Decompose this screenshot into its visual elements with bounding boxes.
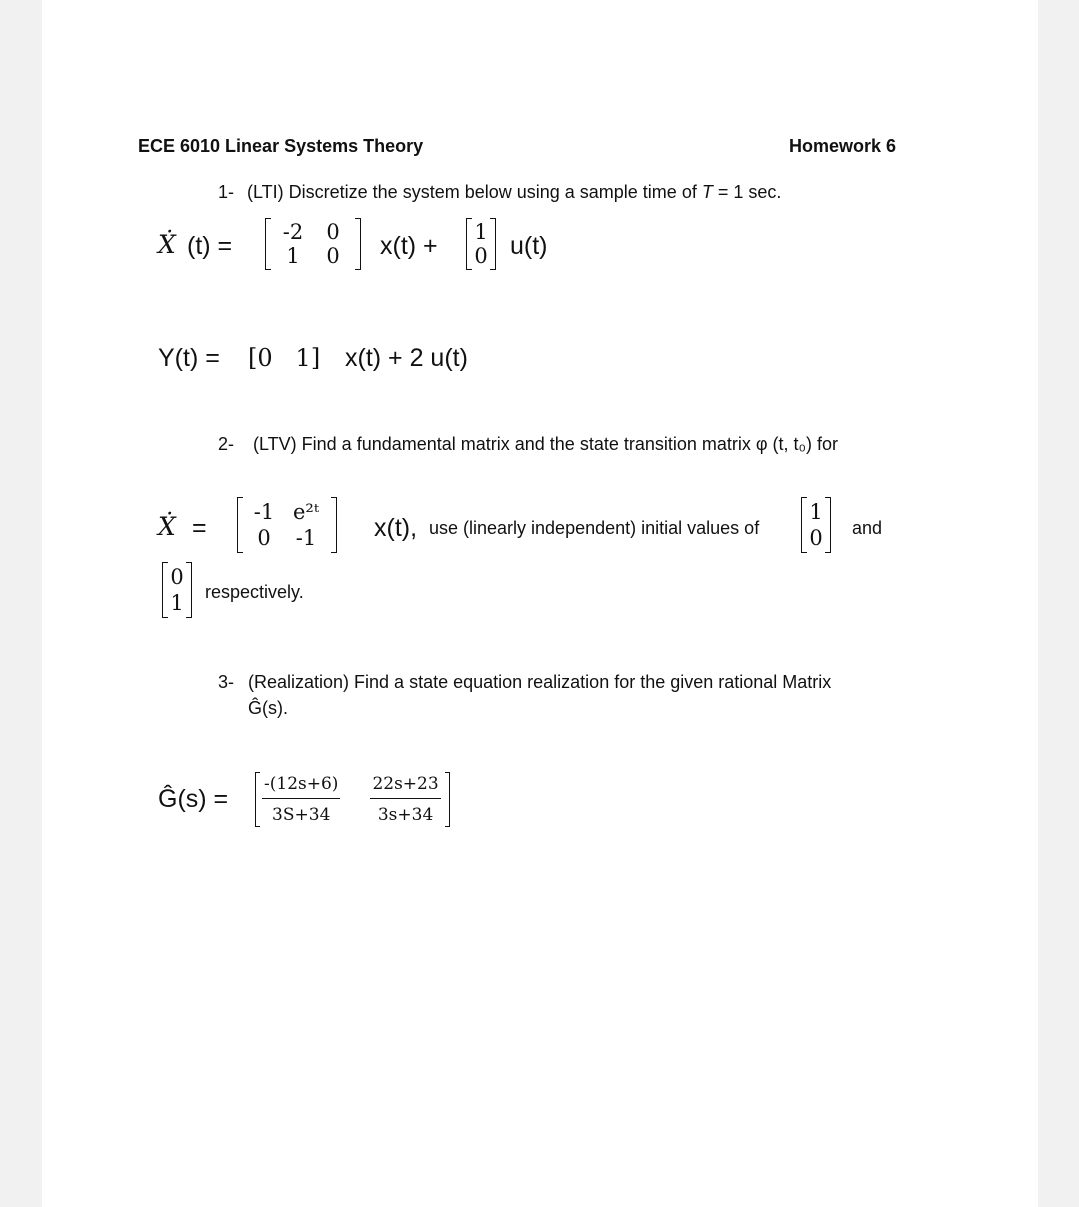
q1-matrix-a [265,218,361,270]
q1-xdot: Ẋ [158,230,176,259]
q1-a21: 1 [286,244,300,268]
q2-equals: = [192,514,207,542]
q2-matrix-a [237,497,337,553]
q1-y-lhs: Y(t) = [158,344,220,372]
q1-t-arg: (t) = [187,232,233,260]
q1-x-term: x(t) + [380,232,438,260]
q1-a11: -2 [282,220,304,244]
q3-g11-denominator: 3S+34 [272,805,331,825]
q2-prompt: (LTV) Find a fundamental matrix and the state transition matrix φ (t, t₀) for [253,434,839,454]
q1-b2: 0 [474,244,488,268]
q3-prompt-line1: (Realization) Find a state equation realization for the given rational Matrix [248,672,832,692]
q2-xdot: Ẋ [158,512,176,541]
q3-g11 [262,774,340,825]
q2-v2-1: 0 [170,565,184,589]
q2-v2-2: 1 [170,591,184,615]
q2-use-text: use (linearly independent) initial values of [429,518,760,538]
q1-matrix-b [466,218,496,270]
q2-initial-vector-1 [801,497,831,553]
q2-a11: -1 [253,500,275,524]
q1-prompt-tail: = 1 sec. [712,182,782,202]
q2-respectively: respectively. [205,582,304,602]
q1-c2: 1 [295,344,311,372]
q3-lhs: Ĝ(s) = [158,785,229,813]
q3-prompt-line2: Ĝ(s). [248,698,288,718]
q2-a22: -1 [295,526,317,550]
q1-a12: 0 [326,220,340,244]
q3-g11-numerator: -(12s+6) [262,774,340,799]
q2-a21: 0 [257,526,271,550]
q2-x-term: x(t), [374,514,418,542]
q1-sample-symbol: T [701,182,713,202]
document-page [42,0,1038,1207]
q2-label: 2- [218,434,235,454]
q1-y-rhs: x(t) + 2 u(t) [345,344,468,372]
q3-label: 3- [218,672,235,692]
q1-u-term: u(t) [510,232,548,260]
q1-a22: 0 [326,244,340,268]
q3-g12-numerator: 22s+23 [370,774,440,799]
q2-and-text: and [852,518,883,538]
q3-g12 [370,774,440,825]
q2-v1-2: 0 [809,526,823,550]
homework-title: Homework 6 [789,136,897,156]
q1-prompt [247,182,781,203]
q2-v1-1: 1 [809,500,823,524]
q3-transfer-matrix [255,772,450,827]
q2-initial-vector-2 [162,562,192,618]
course-title: ECE 6010 Linear Systems Theory [138,136,424,156]
q2-a12: e²ᵗ [292,500,320,524]
q1-matrix-c: [0 1] [248,344,321,372]
q1-c1: 0 [257,344,273,372]
q1-label: 1- [218,182,235,202]
q1-b1: 1 [474,220,488,244]
q1-prompt-text: (LTI) Discretize the system below using a sample time of [247,182,702,202]
q3-g12-denominator: 3s+34 [377,805,434,825]
